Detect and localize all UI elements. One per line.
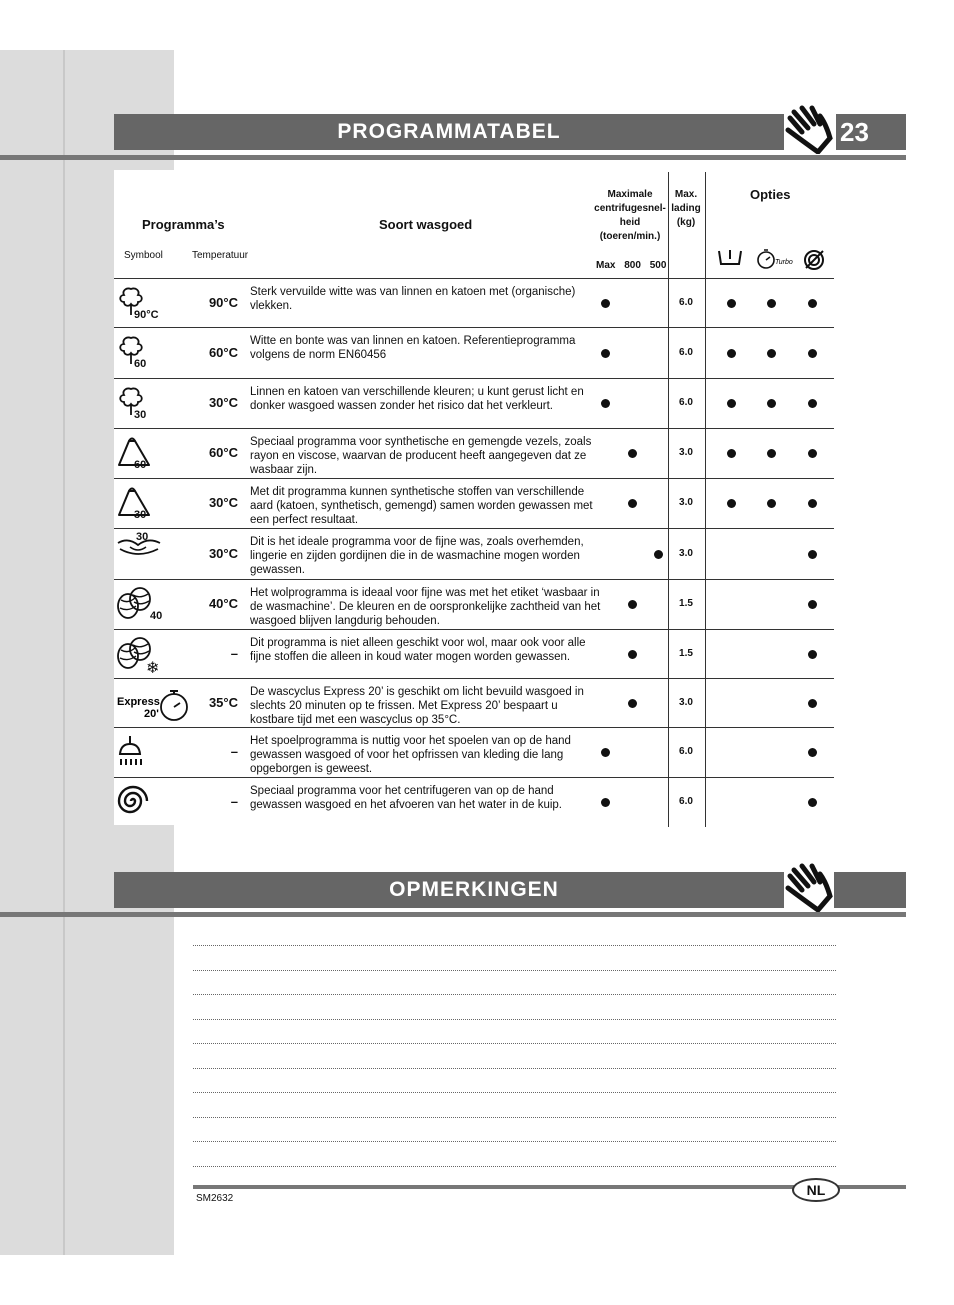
table-row bbox=[114, 428, 834, 479]
option-dot bbox=[808, 550, 817, 559]
temperature: – bbox=[230, 744, 238, 759]
notes-line bbox=[193, 994, 836, 995]
snowflake-icon: ❄ bbox=[146, 660, 160, 677]
symbol-label: 30 bbox=[134, 509, 147, 521]
document-code: SM2632 bbox=[196, 1193, 234, 1204]
header-max-load: Max. lading (kg) bbox=[671, 189, 701, 228]
header-rule bbox=[0, 155, 906, 160]
program-description: Speciaal programma voor het centrifugeren van op de hand gewassen wasgoed en het afvoeren van het water in de kuip. bbox=[250, 785, 562, 811]
max-load: 3.0 bbox=[679, 696, 693, 708]
header-temperatuur: Temperatuur bbox=[192, 250, 249, 261]
spin-speed-dot bbox=[628, 650, 637, 659]
temperature: – bbox=[230, 794, 238, 809]
spin-speed-dot bbox=[628, 699, 637, 708]
option-dot bbox=[727, 449, 736, 458]
spin-icon bbox=[116, 784, 178, 824]
option-dot bbox=[727, 349, 736, 358]
table-row bbox=[114, 579, 834, 630]
synthetic-60-icon bbox=[116, 435, 178, 475]
cotton-30-icon bbox=[116, 385, 178, 425]
left-margin-divider bbox=[63, 50, 65, 1255]
table-row bbox=[114, 378, 834, 429]
notes-line bbox=[193, 1019, 836, 1020]
max-load: 6.0 bbox=[679, 296, 693, 308]
max-load: 1.5 bbox=[679, 647, 693, 659]
symbol-label: 90°C bbox=[134, 309, 159, 321]
header-programmas: Programma’s bbox=[142, 217, 225, 232]
option-dot bbox=[808, 349, 817, 358]
max-load: 6.0 bbox=[679, 796, 693, 807]
table-row bbox=[114, 528, 834, 580]
svg-text:20': 20' bbox=[144, 708, 159, 720]
option-dot bbox=[767, 399, 776, 408]
notes-line bbox=[193, 1092, 836, 1093]
max-load: 6.0 bbox=[679, 397, 693, 408]
notes-line bbox=[193, 970, 836, 971]
header-bar-extension bbox=[834, 872, 906, 908]
symbol-label: 60 bbox=[134, 358, 147, 370]
program-description: Het wolprogramma is ideaal voor fijne was met het etiket ‘wasbaar in de wasmachine’. De kleuren en de oorspronkelijke zachtheid van het wasgoed blijven langdurig behouden. bbox=[250, 587, 601, 627]
option-dot bbox=[808, 748, 817, 757]
spin-speed-dot bbox=[601, 748, 610, 757]
spin-speed-dot bbox=[654, 550, 663, 559]
notes-line bbox=[193, 1117, 836, 1118]
spin-speed-dot bbox=[628, 449, 637, 458]
option-dot bbox=[808, 600, 817, 609]
svg-text:Turbo: Turbo bbox=[775, 259, 793, 266]
temperature: 30°C bbox=[208, 545, 238, 561]
program-description: Speciaal programma voor synthetische en gemengde vezels, zoals rayon en viscose, waarvan de producent heeft aangegeven dat ze wasbaar zijn. bbox=[250, 436, 592, 476]
option-dot bbox=[808, 499, 817, 508]
notes-line bbox=[193, 1166, 836, 1167]
svg-text:Express: Express bbox=[117, 696, 160, 708]
opmerkingen-header bbox=[114, 872, 834, 908]
notes-line bbox=[193, 1043, 836, 1044]
option-dot bbox=[808, 699, 817, 708]
option-dot bbox=[767, 449, 776, 458]
spin-speed-dot bbox=[628, 499, 637, 508]
table-row bbox=[114, 727, 834, 778]
table-row bbox=[114, 629, 834, 679]
header-max-spin: Maximale centrifugesnel-heid (toeren/min.) bbox=[594, 189, 666, 242]
spin-speed-dot bbox=[601, 349, 610, 358]
temperature: 40°C bbox=[208, 596, 238, 611]
temperature: 30°C bbox=[208, 395, 238, 410]
spin-reduction-icon bbox=[802, 248, 826, 277]
spin-speed-dot bbox=[628, 600, 637, 609]
option-dot bbox=[727, 399, 736, 408]
program-description: Witte en bonte was van linnen en katoen. Referentieprogramma volgens de norm EN60456 bbox=[250, 335, 576, 361]
notes-line bbox=[193, 945, 836, 946]
max-load: 3.0 bbox=[679, 497, 693, 508]
max-load: 6.0 bbox=[679, 346, 693, 358]
program-description: Het spoelprogramma is nuttig voor het spoelen van op de hand gewassen wasgoed of voor het opfrissen van kleding die lang opgeborgen is geweest. bbox=[250, 735, 571, 775]
temperature: – bbox=[230, 645, 238, 661]
header-rule bbox=[0, 912, 906, 917]
symbol-label: 30 bbox=[136, 531, 149, 543]
hand-icon bbox=[784, 862, 834, 912]
section-title: OPMERKINGEN bbox=[389, 878, 559, 901]
table-row bbox=[114, 478, 834, 529]
symbol-label: 60 bbox=[134, 459, 147, 471]
rinse-icon bbox=[116, 734, 178, 774]
program-description: Dit programma is niet alleen geschikt voor wol, maar ook voor alle fijne stoffen die alleen in koud water mogen worden gewassen. bbox=[250, 637, 586, 663]
language-badge: NL bbox=[792, 1178, 840, 1202]
express-turbo-icon bbox=[756, 248, 796, 275]
max-load: 1.5 bbox=[679, 598, 693, 609]
program-table bbox=[114, 172, 834, 827]
program-description: Sterk vervuilde witte was van linnen en katoen met (organische) vlekken. bbox=[250, 286, 576, 312]
header-opties: Opties bbox=[750, 187, 791, 202]
section-title: PROGRAMMATABEL bbox=[337, 120, 561, 143]
hand-icon bbox=[784, 104, 834, 154]
wool-40-icon bbox=[116, 586, 178, 626]
table-row bbox=[114, 327, 834, 379]
option-dot bbox=[767, 499, 776, 508]
option-dot bbox=[808, 449, 817, 458]
program-description: Linnen en katoen van verschillende kleuren; u kunt gerust licht en donker wasgoed wassen zonder het risico dat het verkleurt. bbox=[250, 386, 584, 412]
max-load: 3.0 bbox=[679, 447, 693, 458]
cotton-60-icon bbox=[116, 334, 178, 374]
program-description: De wascyclus Express 20’ is geschikt om licht bevuild wasgoed in slechts 20 minuten op te frissen. Met Express 20’ bespaart u kostbare tijd met een wascyclus op 35°C. bbox=[250, 686, 584, 726]
option-dot bbox=[767, 349, 776, 358]
max-load: 3.0 bbox=[679, 547, 693, 559]
header-soort-wasgoed: Soort wasgoed bbox=[379, 217, 473, 232]
header-spin-speeds: Max 800 500 bbox=[596, 260, 667, 271]
synthetic-30-icon bbox=[116, 485, 178, 525]
cotton-90-icon bbox=[116, 285, 178, 325]
temperature: 35°C bbox=[208, 694, 238, 710]
option-dot bbox=[767, 299, 776, 308]
option-dot bbox=[808, 299, 817, 308]
option-dot bbox=[808, 399, 817, 408]
temperature: 90°C bbox=[208, 294, 238, 310]
prewash-icon bbox=[717, 248, 743, 273]
express-20-icon bbox=[116, 685, 178, 725]
table-row bbox=[114, 678, 834, 728]
spin-speed-dot bbox=[601, 798, 610, 807]
table-row bbox=[114, 777, 834, 828]
option-dot bbox=[808, 798, 817, 807]
max-load: 6.0 bbox=[679, 746, 693, 757]
option-dot bbox=[727, 499, 736, 508]
header-symbool: Symbool bbox=[124, 250, 163, 261]
notes-line bbox=[193, 1141, 836, 1142]
programmatabel-header bbox=[114, 114, 784, 150]
temperature: 30°C bbox=[208, 495, 238, 510]
temperature: 60°C bbox=[208, 445, 238, 460]
delicates-30-icon bbox=[116, 531, 178, 575]
spin-speed-dot bbox=[601, 299, 610, 308]
page-number: 23 bbox=[836, 114, 906, 150]
option-dot bbox=[727, 299, 736, 308]
program-description: Met dit programma kunnen synthetische stoffen van verschillende aard (katoen, synthetisch, gemengd) samen worden gewassen met een perfect resultaat. bbox=[250, 486, 593, 526]
table-row bbox=[114, 278, 834, 328]
program-description: Dit is het ideale programma voor de fijne was, zoals overhemden, lingerie en zijden gordijnen die in de wasmachine mogen worden gewassen. bbox=[250, 536, 584, 576]
wool-cold-icon bbox=[116, 636, 178, 676]
symbol-label: 40 bbox=[150, 610, 163, 622]
option-dot bbox=[808, 650, 817, 659]
spin-speed-dot bbox=[601, 399, 610, 408]
symbol-label: 30 bbox=[134, 409, 147, 421]
notes-line bbox=[193, 1068, 836, 1069]
temperature: 60°C bbox=[208, 344, 238, 360]
